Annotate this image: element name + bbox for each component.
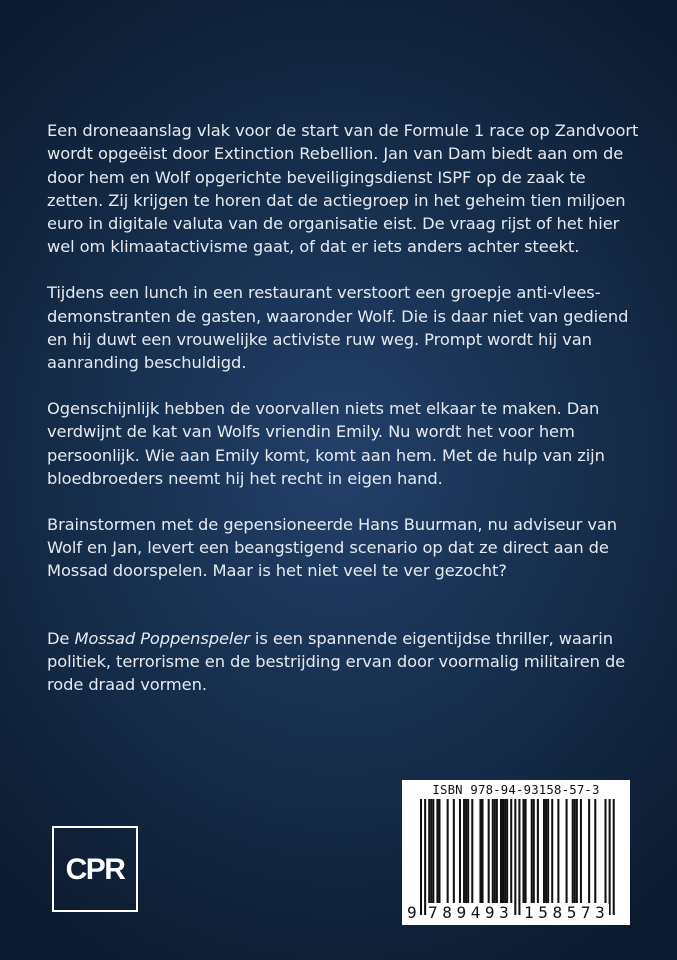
barcode-bar [463, 799, 465, 903]
barcode-bar [537, 799, 539, 903]
barcode-bar [482, 799, 484, 903]
barcode-bar [500, 799, 502, 903]
barcode-bar [531, 799, 533, 903]
barcode-bar [525, 799, 527, 903]
barcode-bar [551, 799, 553, 903]
barcode-bar [479, 799, 481, 903]
barcode-bar [545, 799, 547, 903]
publisher-logo [52, 826, 138, 912]
barcode-bar [588, 799, 590, 903]
closing-text: is een spannende eigentijdse thriller, waarin politiek, terrorisme en de bestrijding ervan door voormalig militairen de rode draad vormen. [47, 628, 626, 695]
isbn-label: ISBN 978-94-93158-57-3 [432, 783, 600, 797]
barcode-bar [424, 799, 426, 915]
barcode-bar [492, 799, 494, 903]
barcode-bar [432, 799, 434, 903]
barcode-bar [547, 799, 549, 903]
barcode-bar [543, 799, 545, 903]
ean-left-digits: 789493 [428, 903, 514, 922]
barcode-bar [436, 799, 438, 903]
ean-right-digits: 158573 [524, 903, 610, 922]
barcode-bar [496, 799, 498, 903]
barcode-bar [613, 799, 615, 915]
barcode-bar [514, 799, 516, 915]
barcode-bar [510, 799, 512, 903]
barcode-bar [506, 799, 508, 903]
barcode-bar [488, 799, 490, 903]
barcode-bar [576, 799, 578, 903]
barcode-bar [504, 799, 506, 903]
blurb-closing-paragraph [47, 627, 639, 697]
book-title: Mossad Poppenspeler [74, 628, 250, 648]
barcode-bar [609, 799, 611, 915]
barcode-bar [580, 799, 582, 903]
blurb-paragraph-2: Tijdens een lunch in een restaurant verstoort een groepje anti-vlees-demonstranten de gasten, waaronder Wolf. Die is daar niet van gediend en hij duwt een vrouwelijke activiste ruw weg. Prompt wordt hij van aanranding beschuldigd. [47, 283, 629, 373]
barcode-bar [453, 799, 455, 903]
blurb-paragraph-3: Ogenschijnlijk hebben de voorvallen niets met elkaar te maken. Dan verdwijnt de kat van Wolfs vriendin Emily. Nu wordt het voor hem persoonlijk. Wie aan Emily komt, komt aan hem. Met de hulp van zijn bloedbroeders neemt hij het recht in eigen hand. [47, 398, 605, 488]
barcode-bar [420, 799, 422, 915]
publisher-logo-text: CPR [65, 853, 125, 886]
barcode-bar [428, 799, 430, 903]
barcode-bar [467, 799, 469, 903]
barcode-bar [605, 799, 607, 903]
barcode-bar [459, 799, 461, 903]
barcode-bar [557, 799, 559, 903]
back-cover-blurb [47, 119, 639, 719]
barcode-bar [471, 799, 473, 903]
ean-first-digit: 9 [407, 903, 417, 922]
barcode-bar [533, 799, 535, 903]
blurb-paragraph-1: Een droneaanslag vlak voor de start van de Formule 1 race op Zandvoort wordt opgeëist door Extinction Rebellion. Jan van Dam biedt aan om de door hem en Wolf opgerichte beveiligingsdienst ISPF op de zaak te zetten. Zij krijgen te horen dat de actiegroep in het geheim tien miljoen euro in digitale valuta van de organisatie eist. De vraag rijst of het hier wel om klimaatactivisme gaat, of dat er iets anders achter steekt. [47, 121, 639, 257]
closing-prefix: De [47, 628, 75, 648]
barcode-bar [430, 799, 432, 903]
barcode-bar [594, 799, 596, 903]
barcode-bar [465, 799, 467, 903]
blurb-paragraph-4: Brainstormen met de gepensioneerde Hans Buurman, nu adviseur van Wolf en Jan, levert een beangstigend scenario op dat ze direct aan de Mossad doorspelen. Maar is het niet veel te ver gezocht? [47, 514, 617, 581]
barcode-bar [566, 799, 568, 903]
barcode-bar [494, 799, 496, 903]
barcode-bar [502, 799, 504, 903]
barcode-bar [447, 799, 449, 903]
isbn-barcode [402, 780, 630, 925]
barcode-bar [572, 799, 574, 903]
barcode-bar [438, 799, 440, 903]
barcode-bar [574, 799, 576, 903]
barcode-bar [523, 799, 525, 903]
barcode-bar [518, 799, 520, 915]
